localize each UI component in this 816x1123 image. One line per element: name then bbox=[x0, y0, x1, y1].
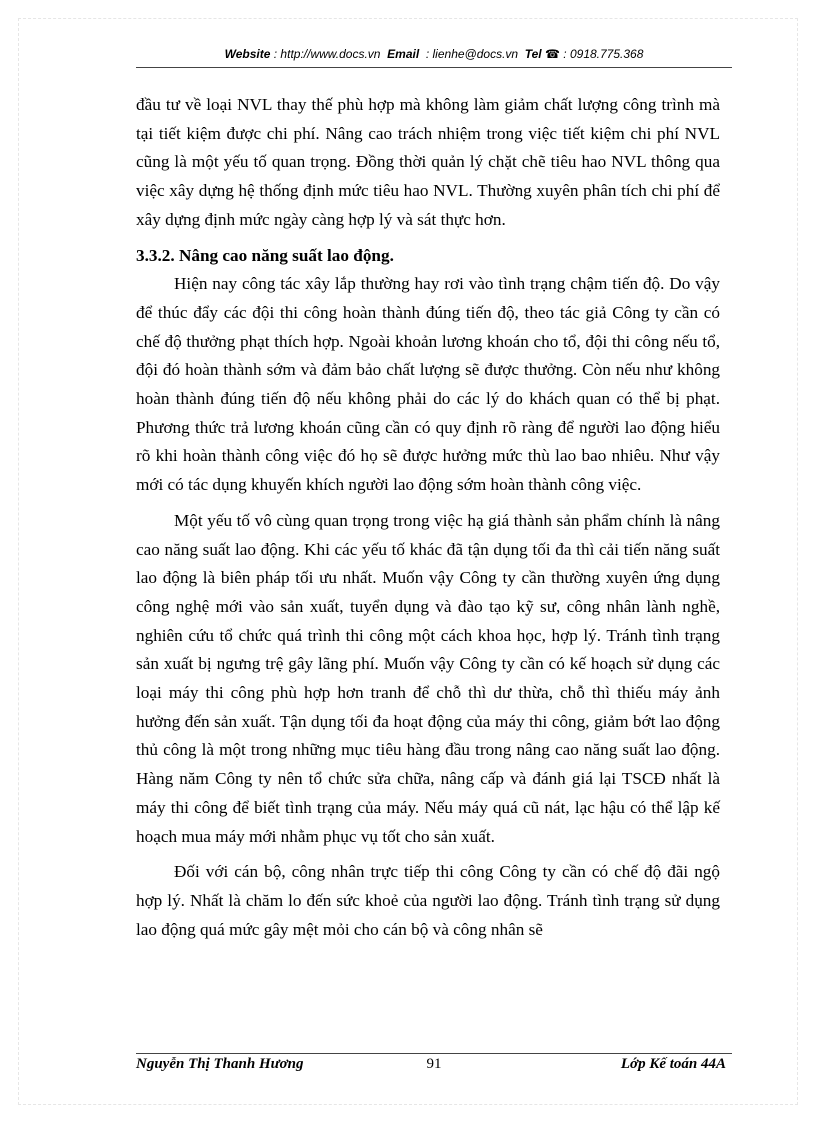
page-footer bbox=[136, 1056, 732, 1078]
section-heading: 3.3.2. Nâng cao năng suất lao động. bbox=[136, 245, 394, 265]
phone-icon: ☎ bbox=[545, 47, 560, 61]
paragraph-1: Hiện nay công tác xây lắp thường hay rơi vào tình trạng chậm tiến độ. Do vậy để thúc đẩy các đội thi công hoàn thành đúng tiến độ, theo tác giả Công ty cần có chế độ thưởng phạt thích hợp. Ngoài khoản lương khoán cho tổ, đội thi công nếu tổ, đội đó hoàn thành sớm và đảm bảo chất lượng sẽ được thưởng. Còn nếu như không hoàn thành đúng tiến độ nếu không phải do các lý do khách quan có thể bị phạt. Phương thức trả lương khoán cũng cần có quy định rõ ràng để người lao động hiểu rõ khi hoàn thành công việc đó họ sẽ được hưởng mức thù lao bao nhiêu. Như vậy mới có tác dụng khuyến khích người lao động sớm hoàn thành công việc. bbox=[136, 274, 720, 495]
email-label: Email bbox=[387, 47, 420, 61]
tel-value: : 0918.775.368 bbox=[563, 47, 644, 61]
author-name: Nguyễn Thị Thanh Hương bbox=[136, 1056, 304, 1072]
paragraph-3: Đối với cán bộ, công nhân trực tiếp thi công Công ty cần có chế độ đãi ngộ hợp lý. Nhất là chăm lo đến sức khoẻ của người lao động. Tránh tình trạng sử dụng lao động quá mức gây mệt mỏi cho cán bộ và công nhân sẽ bbox=[136, 862, 720, 939]
page-content bbox=[136, 91, 720, 944]
page-header bbox=[136, 47, 732, 61]
paragraph-2: Một yếu tố vô cùng quan trọng trong việc hạ giá thành sản phẩm chính là nâng cao năng suất lao động. Khi các yếu tố khác đã tận dụng tối đa thì cải tiến năng suất lao động là biên pháp tối ưu nhất. Muốn vậy Công ty cần thường xuyên ứng dụng công nghệ mới vào sản xuất, tuyển dụng và đào tạo kỹ sư, công nhân lành nghề, nghiên cứu tổ chức quá trình thi công một cách khoa học, hợp lý. Tránh tình trạng sản xuất bị ngưng trệ gây lãng phí. Muốn vậy Công ty cần có kế hoạch sử dụng các loại máy thi công phù hợp hơn tranh để chỗ thì dư thừa, chỗ thì thiếu máy ảnh hưởng đến sản xuất. Tận dụng tối đa hoạt động của máy thi công, giảm bớt lao động thủ công là một trong những mục tiêu hàng đầu trong nâng cao năng suất lao động. Hàng năm Công ty nên tổ chức sửa chữa, nâng cấp và đánh giá lại TSCĐ nhất là máy thi công để biết tình trạng của máy. Nếu máy quá cũ nát, lạc hậu có thể lập kế hoạch mua máy mới nhằm phục vụ tốt cho sản xuất. bbox=[136, 510, 720, 846]
paragraph-intro: đầu tư về loại NVL thay thế phù hợp mà không làm giảm chất lượng công trình mà tại tiết kiệm được chi phí. Nâng cao trách nhiệm trong việc tiết kiệm chi phí NVL cũng là một yếu tố quan trọng. Đồng thời quản lý chặt chẽ tiêu hao NVL thông qua việc xây dựng hệ thống định mức tiêu hao NVL. Thường xuyên phân tích chi phí để xây dựng định mức ngày càng hợp lý và sát thực hơn. bbox=[136, 95, 720, 229]
website-label: Website bbox=[224, 47, 271, 61]
email-value: : lienhe@docs.vn bbox=[425, 47, 519, 61]
class-name: Lớp Kế toán 44A bbox=[620, 1056, 726, 1072]
page-number: 91 bbox=[426, 1056, 442, 1072]
header-rule bbox=[136, 67, 732, 68]
website-value: : http://www.docs.vn bbox=[273, 47, 381, 61]
footer-rule bbox=[136, 1053, 732, 1054]
tel-label: Tel bbox=[524, 47, 542, 61]
